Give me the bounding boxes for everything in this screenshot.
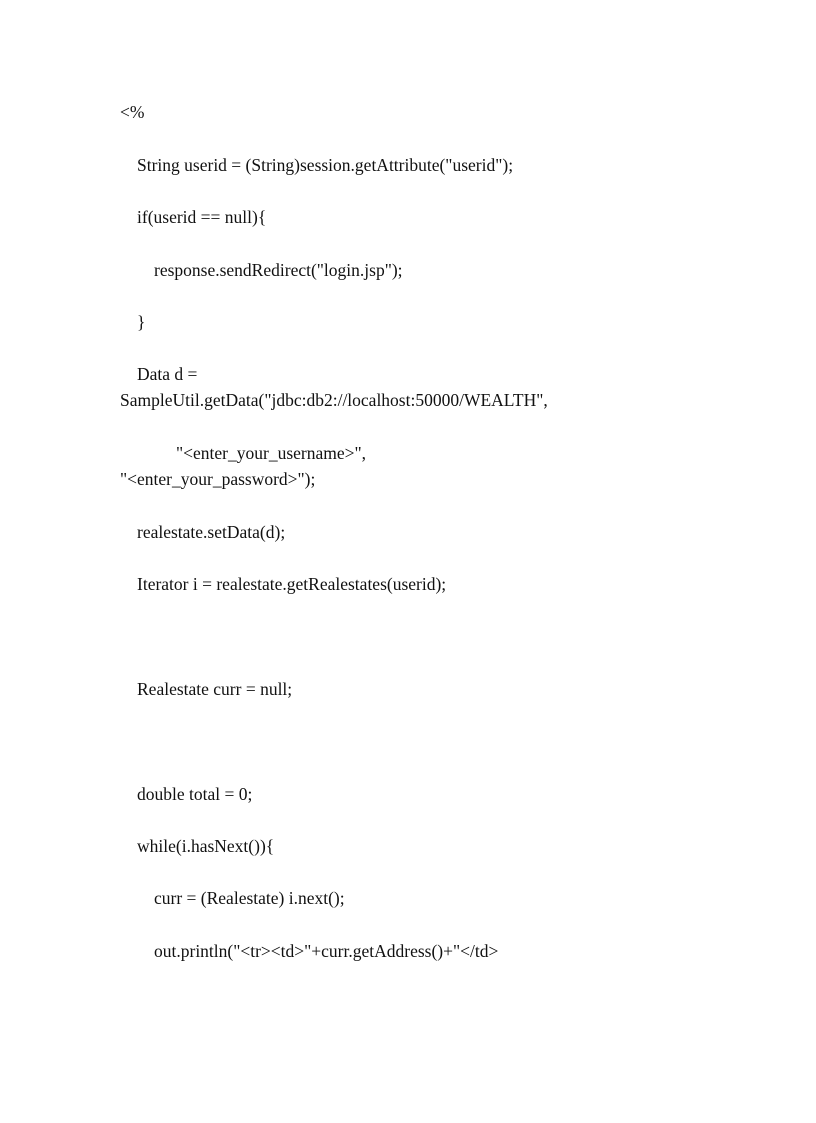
code-line-12: Realestate curr = null; [137, 679, 293, 699]
code-line-14: while(i.hasNext()){ [137, 836, 275, 856]
code-line-15: curr = (Realestate) i.next(); [154, 888, 345, 908]
code-line-2: String userid = (String)session.getAttribute("userid"); [137, 155, 514, 175]
code-line-5: } [137, 312, 146, 332]
code-line-16: out.println("<tr><td>"+curr.getAddress()+"</td> [154, 941, 499, 961]
code-line-4: response.sendRedirect("login.jsp"); [154, 260, 403, 280]
code-line-11: Iterator i = realestate.getRealestates(userid); [137, 574, 447, 594]
code-line-10: realestate.setData(d); [137, 522, 286, 542]
code-line-6: Data d = [137, 364, 198, 384]
code-line-8: "<enter_your_username>", [176, 443, 367, 463]
code-line-3: if(userid == null){ [137, 207, 267, 227]
code-line-1: <% [120, 102, 145, 122]
code-line-13: double total = 0; [137, 784, 253, 804]
code-line-7: SampleUtil.getData("jdbc:db2://localhost:50000/WEALTH", [120, 390, 548, 410]
code-line-9: "<enter_your_password>"); [120, 469, 316, 489]
